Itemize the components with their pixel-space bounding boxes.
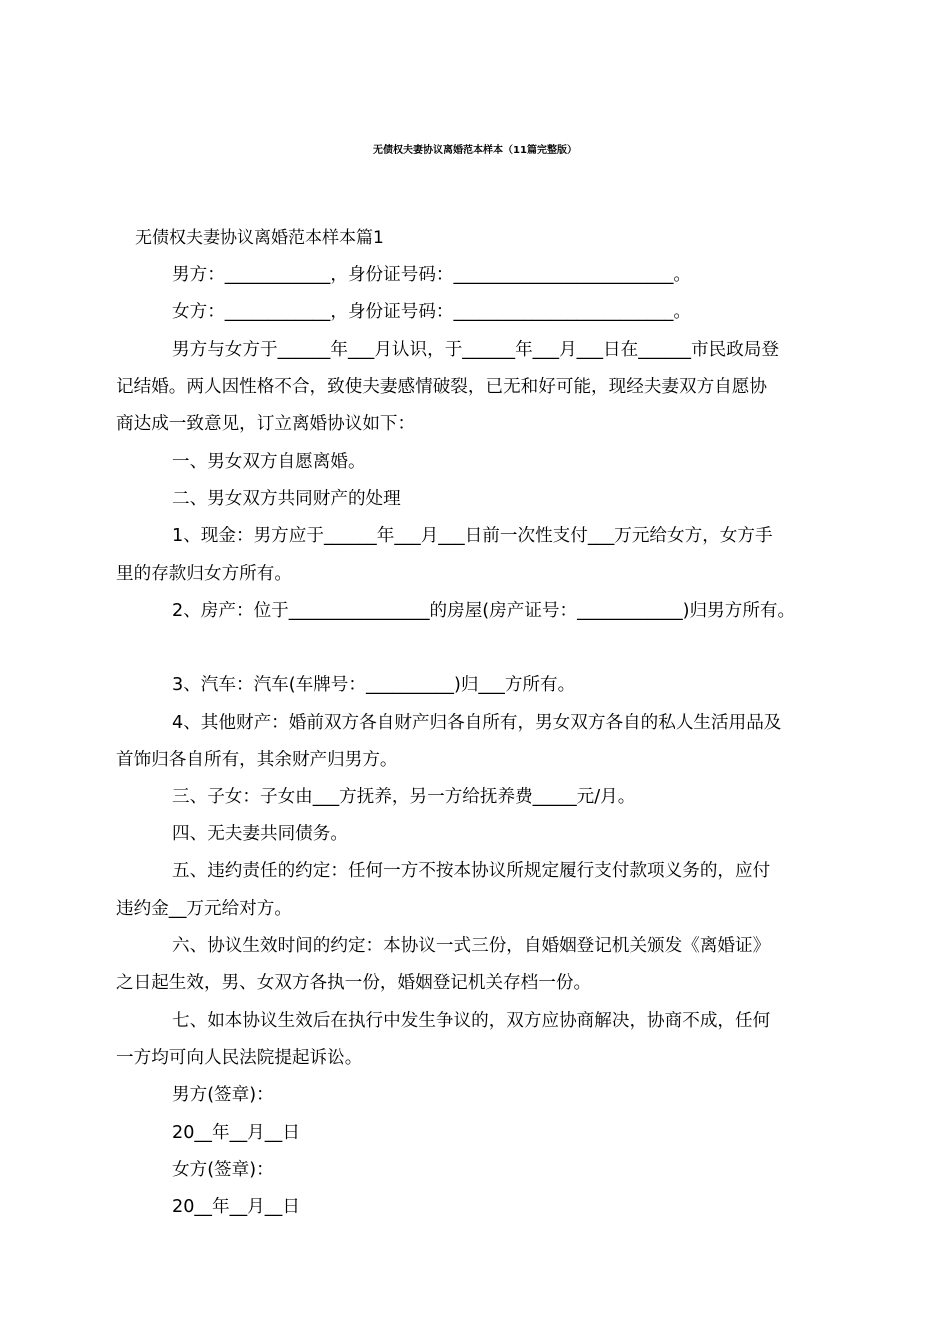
clause-line: 四、无夫妻共同债务。 [172,824,348,844]
clause-line: 首饰归各自所有，其余财产归男方。 [116,750,398,770]
clause-line: 1、现金：男方应于______年___月___日前一次性支付___万元给女方，女方手 [172,526,773,546]
female-date-line: 20__年__月__日 [172,1197,300,1217]
clause-line: 里的存款归女方所有。 [116,564,292,584]
clause-line: 违约金__万元给对方。 [116,899,292,919]
clause-line: 2、房产：位于________________的房屋(房产证号：____________)归男方所有。 [172,601,796,621]
male-id-line: 男方：____________，身份证号码：_________________________。 [172,265,692,285]
clause-line: 二、男女双方共同财产的处理 [172,489,401,509]
paragraph-line: 商达成一致意见，订立离婚协议如下： [116,414,416,434]
document-title: 无债权夫妻协议离婚范本样本（11篇完整版） [373,145,577,156]
paragraph-line: 记结婚。两人因性格不合，致使夫妻感情破裂，已无和好可能，现经夫妻双方自愿协 [116,377,767,397]
male-date-line: 20__年__月__日 [172,1123,300,1143]
clause-line: 五、违约责任的约定：任何一方不按本协议所规定履行支付款项义务的，应付 [172,861,771,881]
male-signature-line: 男方(签章)： [172,1085,274,1105]
clause-line: 4、其他财产：婚前双方各自财产归各自所有，男女双方各自的私人生活用品及 [172,713,782,733]
clause-line: 之日起生效，男、女双方各执一份，婚姻登记机关存档一份。 [116,973,592,993]
clause-line: 三、子女：子女由___方抚养，另一方给抚养费_____元/月。 [172,787,636,807]
clause-line: 七、如本协议生效后在执行中发生争议的，双方应协商解决，协商不成，任何 [172,1011,771,1031]
clause-line: 3、汽车：汽车(车牌号：__________)归___方所有。 [172,675,576,695]
paragraph-line: 男方与女方于______年___月认识，于______年___月___日在______市民政局登 [172,340,779,360]
female-signature-line: 女方(签章)： [172,1160,274,1180]
clause-line: 六、协议生效时间的约定：本协议一式三份，自婚姻登记机关颁发《离婚证》 [172,936,771,956]
female-id-line: 女方：____________，身份证号码：_________________________。 [172,302,692,322]
section-heading: 无债权夫妻协议离婚范本样本篇1 [135,228,384,248]
clause-line: 一、男女双方自愿离婚。 [172,452,366,472]
clause-line: 一方均可向人民法院提起诉讼。 [116,1048,363,1068]
